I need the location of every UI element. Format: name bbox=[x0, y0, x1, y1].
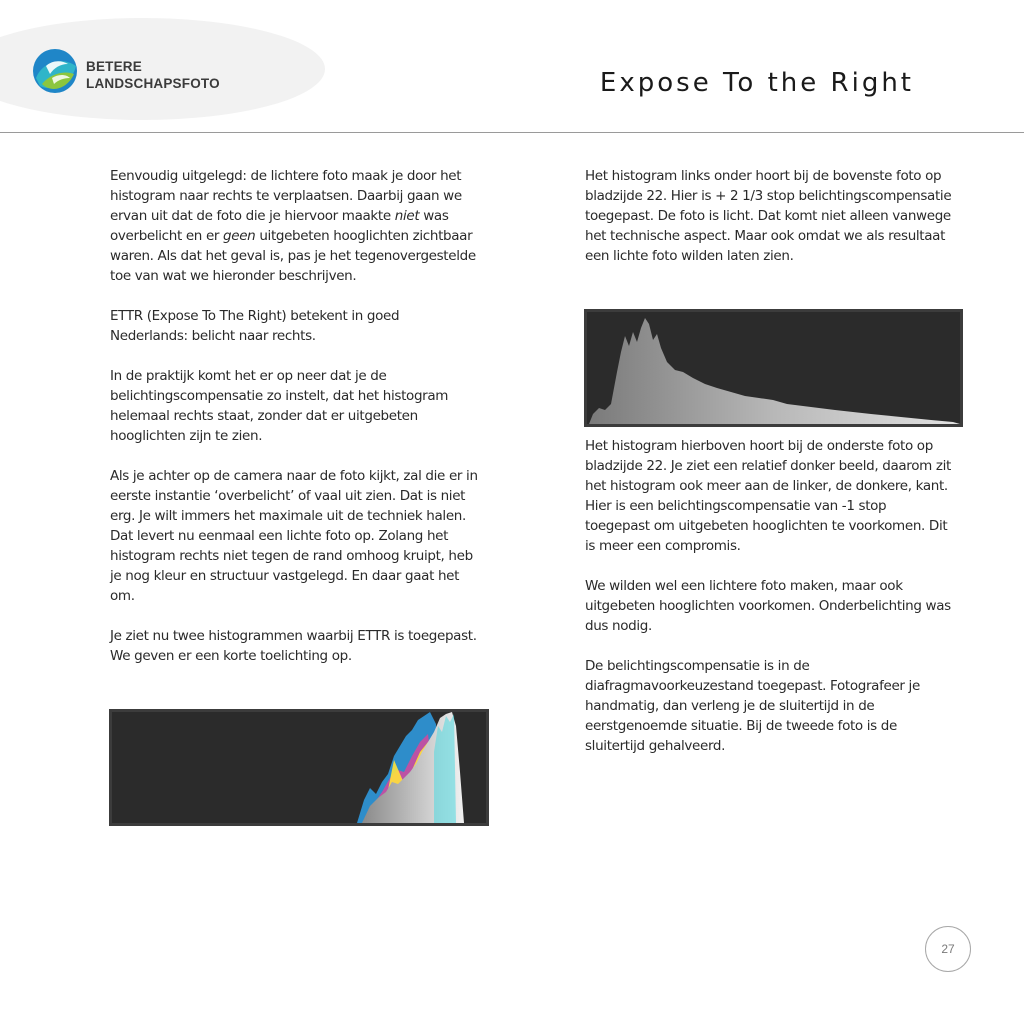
paragraph-1-text-c: uitgebeten hooglichten zichtbaar waren. Als dat het geval is, pas je het tegenovergestelde toe van wat we hieronder beschrijven. bbox=[110, 228, 476, 284]
header-divider bbox=[0, 132, 1024, 133]
paragraph-5: Je ziet nu twee histogrammen waarbij ETTR is toegepast. We geven er een korte toelichting op. bbox=[110, 628, 477, 664]
paragraph-2: ETTR (Expose To The Right) betekent in goed Nederlands: belicht naar rechts. bbox=[110, 308, 400, 344]
brand-line-1: BETERE bbox=[86, 59, 142, 74]
paragraph-1-text-a: Eenvoudig uitgelegd: de lichtere foto maak je door het histogram naar rechts te verplaatsen. Daarbij gaan we ervan uit dat de foto die je hiervoor maakte bbox=[110, 168, 462, 224]
emphasis-geen: geen bbox=[223, 228, 256, 244]
logo-icon bbox=[32, 48, 78, 94]
paragraph-6: Het histogram links onder hoort bij de bovenste foto op bladzijde 22. Hier is + 2 1/3 stop belichtingscompensatie toegepast. De foto is licht. Dat komt niet alleen vanwege het technische aspect. Maar ook omdat we als resultaat een lichte foto wilden laten zien. bbox=[585, 168, 952, 264]
emphasis-niet: niet bbox=[394, 208, 420, 224]
brand-name bbox=[86, 58, 220, 92]
histogram-dark-luminance bbox=[589, 318, 960, 424]
histogram-bright bbox=[109, 709, 489, 826]
paragraph-9: De belichtingscompensatie is in de diafragmavoorkeuzestand toegepast. Fotografeer je handmatig, dan verleng je de sluitertijd in de eerstgenoemde situatie. Bij de tweede foto is de sluitertijd gehalveerd. bbox=[585, 658, 920, 754]
paragraph-1-text-b: was overbelicht en er bbox=[110, 208, 449, 244]
histogram-dark bbox=[584, 309, 963, 427]
page-title: Expose To the Right bbox=[599, 68, 914, 98]
brand-line-2: LANDSCHAPSFOTO bbox=[86, 76, 220, 91]
page-number: 27 bbox=[925, 926, 971, 972]
paragraph-3: In de praktijk komt het er op neer dat je de belichtingscompensatie zo instelt, dat het histogram helemaal rechts staat, zonder dat er uitgebeten hooglichten zijn te zien. bbox=[110, 368, 449, 444]
paragraph-8: We wilden wel een lichtere foto maken, maar ook uitgebeten hooglichten voorkomen. Onderbelichting was dus nodig. bbox=[585, 578, 951, 634]
paragraph-7: Het histogram hierboven hoort bij de onderste foto op bladzijde 22. Je ziet een relatief donker beeld, daarom zit het histogram ook meer aan de linker, de donkere, kant. Hier is een belichtingscompensatie van -1 stop toegepast om uitgebeten hooglichten te voorkomen. Dit is meer een compromis. bbox=[585, 438, 951, 554]
paragraph-4: Als je achter op de camera naar de foto kijkt, zal die er in eerste instantie ‘overbelicht’ of vaal uit zien. Dat is niet erg. Je wilt immers het maximale uit de techniek halen. Dat levert nu eenmaal een lichte foto op. Zolang het histogram rechts niet tegen de rand omhoog kruipt, heb je nog kleur en structuur vastgelegd. En daar gaat het om. bbox=[110, 468, 478, 604]
left-column bbox=[110, 166, 478, 686]
right-column bbox=[585, 166, 953, 776]
paragraph-1 bbox=[110, 166, 478, 286]
